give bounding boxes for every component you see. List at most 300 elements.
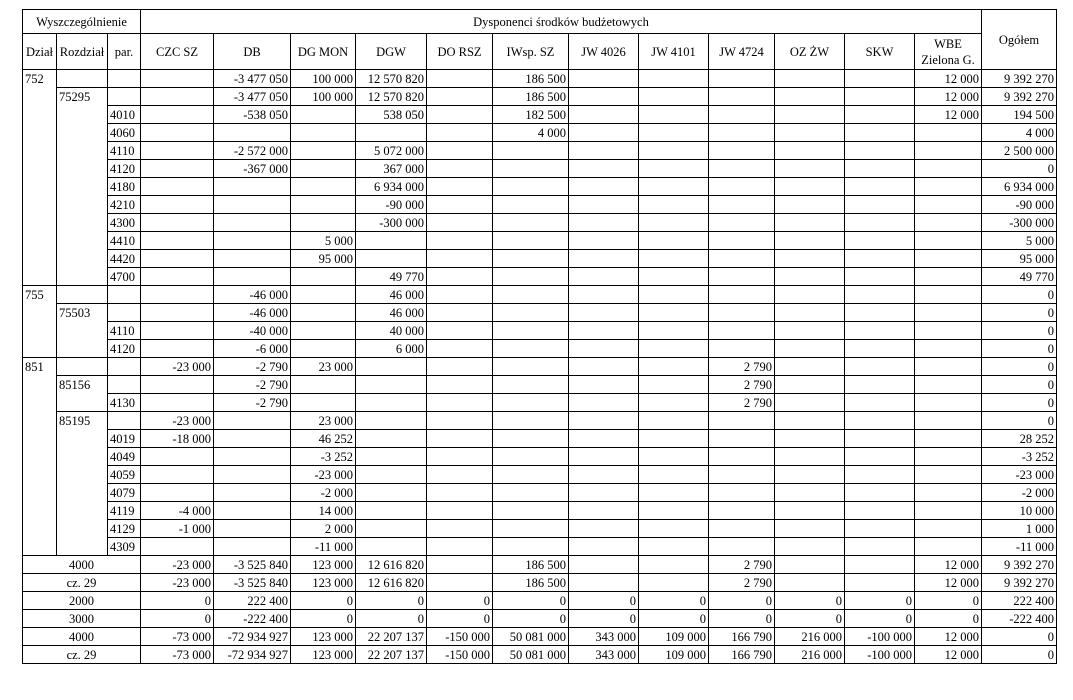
cell-value xyxy=(569,502,639,520)
cell-value xyxy=(356,232,427,250)
cell-rozdzial xyxy=(57,286,108,304)
table-row xyxy=(23,232,1057,250)
cell-value xyxy=(845,250,915,268)
cell-value xyxy=(141,88,214,106)
summary-value: 12 616 820 xyxy=(356,556,427,574)
cell-par: 4120 xyxy=(108,340,141,358)
summary-value: 2 790 xyxy=(709,574,775,592)
summary-value: 50 081 000 xyxy=(493,628,569,646)
cell-value: -2 790 xyxy=(214,376,291,394)
cell-value: 0 xyxy=(982,160,1057,178)
cell-rozdzial xyxy=(57,358,108,376)
cell-value xyxy=(569,520,639,538)
cell-rozdzial: 85195 xyxy=(57,412,108,430)
col-dgw: DGW xyxy=(356,34,427,70)
cell-value: 0 xyxy=(982,358,1057,376)
table-row xyxy=(23,520,1057,538)
col-db: DB xyxy=(214,34,291,70)
cell-value xyxy=(569,394,639,412)
cell-par: 4180 xyxy=(108,178,141,196)
table-row xyxy=(23,340,1057,358)
table-row xyxy=(23,430,1057,448)
summary-value: 0 xyxy=(639,592,709,610)
cell-dzial xyxy=(23,214,57,232)
table-row xyxy=(23,394,1057,412)
cell-value xyxy=(569,196,639,214)
cell-value xyxy=(493,340,569,358)
cell-value: 194 500 xyxy=(982,106,1057,124)
cell-value xyxy=(915,322,982,340)
summary-value: -23 000 xyxy=(141,556,214,574)
cell-value: -11 000 xyxy=(291,538,356,556)
col-wbe-line2: Zielona G. xyxy=(921,52,975,67)
cell-value xyxy=(709,466,775,484)
table-row xyxy=(23,502,1057,520)
cell-value xyxy=(214,484,291,502)
cell-value xyxy=(569,322,639,340)
cell-value xyxy=(141,394,214,412)
cell-value xyxy=(291,196,356,214)
summary-label: 3000 xyxy=(23,610,141,628)
cell-value xyxy=(427,502,493,520)
summary-value: 343 000 xyxy=(569,628,639,646)
cell-value: 4 000 xyxy=(493,124,569,142)
summary-value: 9 392 270 xyxy=(982,574,1057,592)
table-row xyxy=(23,250,1057,268)
cell-value: 49 770 xyxy=(356,268,427,286)
cell-value xyxy=(427,322,493,340)
summary-value: 0 xyxy=(493,610,569,628)
cell-dzial xyxy=(23,196,57,214)
cell-value xyxy=(569,268,639,286)
cell-value xyxy=(141,466,214,484)
cell-value xyxy=(709,340,775,358)
cell-value xyxy=(214,178,291,196)
cell-value xyxy=(639,214,709,232)
cell-value xyxy=(915,358,982,376)
cell-value: 12 570 820 xyxy=(356,70,427,88)
cell-value: -3 477 050 xyxy=(214,88,291,106)
cell-value xyxy=(569,214,639,232)
cell-value xyxy=(291,268,356,286)
cell-value xyxy=(493,268,569,286)
col-oz-zw: OZ ŻW xyxy=(775,34,845,70)
cell-rozdzial xyxy=(57,160,108,178)
cell-value: -300 000 xyxy=(356,214,427,232)
cell-par: 4210 xyxy=(108,196,141,214)
summary-value: 0 xyxy=(569,610,639,628)
cell-value xyxy=(775,232,845,250)
summary-value: 22 207 137 xyxy=(356,628,427,646)
cell-value xyxy=(915,340,982,358)
summary-value: 186 500 xyxy=(493,574,569,592)
cell-value xyxy=(709,88,775,106)
cell-value xyxy=(845,340,915,358)
cell-value xyxy=(569,106,639,124)
cell-value xyxy=(915,232,982,250)
cell-par xyxy=(108,304,141,322)
cell-value xyxy=(493,412,569,430)
cell-value xyxy=(915,124,982,142)
cell-value xyxy=(427,250,493,268)
disp-header: Dysponenci środków budżetowych xyxy=(141,10,982,34)
summary-value: 186 500 xyxy=(493,556,569,574)
table-row xyxy=(23,466,1057,484)
summary-value: 166 790 xyxy=(709,628,775,646)
cell-par: 4309 xyxy=(108,538,141,556)
cell-value xyxy=(214,412,291,430)
cell-value: 10 000 xyxy=(982,502,1057,520)
cell-value xyxy=(569,304,639,322)
col-par: par. xyxy=(108,34,141,70)
cell-dzial xyxy=(23,538,57,556)
cell-value xyxy=(845,448,915,466)
summary-label: 2000 xyxy=(23,592,141,610)
table-row xyxy=(23,88,1057,106)
summary-value: -72 934 927 xyxy=(214,628,291,646)
cell-rozdzial xyxy=(57,394,108,412)
cell-value xyxy=(141,484,214,502)
cell-value xyxy=(915,142,982,160)
summary-value: 12 000 xyxy=(915,556,982,574)
summary-value: 166 790 xyxy=(709,646,775,664)
summary-row xyxy=(23,556,1057,574)
cell-value xyxy=(493,376,569,394)
cell-value xyxy=(845,160,915,178)
cell-value: -367 000 xyxy=(214,160,291,178)
summary-value: 12 000 xyxy=(915,646,982,664)
cell-value xyxy=(709,196,775,214)
cell-value xyxy=(639,538,709,556)
cell-dzial xyxy=(23,484,57,502)
cell-value xyxy=(845,484,915,502)
cell-value xyxy=(639,340,709,358)
cell-rozdzial xyxy=(57,142,108,160)
cell-value: 23 000 xyxy=(291,358,356,376)
cell-value xyxy=(709,124,775,142)
cell-value xyxy=(845,70,915,88)
cell-value xyxy=(775,340,845,358)
col-czc-sz: CZC SZ xyxy=(141,34,214,70)
summary-value: -222 400 xyxy=(982,610,1057,628)
summary-value: 216 000 xyxy=(775,628,845,646)
cell-value xyxy=(915,214,982,232)
cell-value xyxy=(639,484,709,502)
cell-dzial: 752 xyxy=(23,70,57,88)
cell-value xyxy=(493,448,569,466)
cell-value xyxy=(915,412,982,430)
summary-value: 0 xyxy=(141,610,214,628)
cell-value: 49 770 xyxy=(982,268,1057,286)
cell-par xyxy=(108,70,141,88)
cell-par: 4300 xyxy=(108,214,141,232)
cell-value: -46 000 xyxy=(214,304,291,322)
summary-value: -3 525 840 xyxy=(214,574,291,592)
cell-value xyxy=(775,286,845,304)
cell-value xyxy=(493,394,569,412)
cell-par xyxy=(108,376,141,394)
cell-value: 0 xyxy=(982,412,1057,430)
summary-label: cz. 29 xyxy=(23,646,141,664)
cell-value xyxy=(775,412,845,430)
cell-value xyxy=(845,538,915,556)
cell-value xyxy=(141,322,214,340)
cell-value xyxy=(915,268,982,286)
cell-value xyxy=(915,286,982,304)
cell-value: 0 xyxy=(982,376,1057,394)
cell-value xyxy=(291,178,356,196)
cell-dzial xyxy=(23,232,57,250)
cell-value xyxy=(356,520,427,538)
cell-value xyxy=(775,70,845,88)
cell-value xyxy=(915,196,982,214)
summary-value xyxy=(639,574,709,592)
table-row xyxy=(23,106,1057,124)
cell-value xyxy=(427,340,493,358)
cell-par: 4420 xyxy=(108,250,141,268)
cell-value: -4 000 xyxy=(141,502,214,520)
cell-value: 6 000 xyxy=(356,340,427,358)
cell-value xyxy=(141,376,214,394)
summary-value xyxy=(845,556,915,574)
cell-dzial: 851 xyxy=(23,358,57,376)
cell-value xyxy=(214,448,291,466)
cell-rozdzial xyxy=(57,322,108,340)
summary-value xyxy=(569,556,639,574)
cell-value xyxy=(845,88,915,106)
cell-value xyxy=(141,106,214,124)
cell-value xyxy=(639,376,709,394)
cell-rozdzial xyxy=(57,484,108,502)
summary-value: 50 081 000 xyxy=(493,646,569,664)
summary-value: -100 000 xyxy=(845,628,915,646)
cell-value: 9 392 270 xyxy=(982,88,1057,106)
cell-value xyxy=(141,250,214,268)
cell-value xyxy=(356,466,427,484)
cell-value: -23 000 xyxy=(982,466,1057,484)
cell-rozdzial xyxy=(57,214,108,232)
summary-value: 9 392 270 xyxy=(982,556,1057,574)
summary-value: 222 400 xyxy=(214,592,291,610)
cell-value: -90 000 xyxy=(982,196,1057,214)
cell-value: 100 000 xyxy=(291,70,356,88)
cell-value xyxy=(775,178,845,196)
cell-value xyxy=(427,304,493,322)
cell-value xyxy=(493,484,569,502)
cell-value xyxy=(639,394,709,412)
cell-value xyxy=(775,394,845,412)
cell-value xyxy=(639,250,709,268)
cell-value: 5 000 xyxy=(291,232,356,250)
summary-value: 0 xyxy=(709,592,775,610)
cell-value xyxy=(709,232,775,250)
cell-value xyxy=(709,142,775,160)
cell-value: 6 934 000 xyxy=(356,178,427,196)
summary-value: -150 000 xyxy=(427,628,493,646)
cell-value xyxy=(845,394,915,412)
cell-value xyxy=(356,538,427,556)
summary-value: 0 xyxy=(845,592,915,610)
summary-value: 0 xyxy=(141,592,214,610)
cell-value: -2 790 xyxy=(214,358,291,376)
cell-rozdzial xyxy=(57,430,108,448)
cell-par: 4010 xyxy=(108,106,141,124)
summary-value: 216 000 xyxy=(775,646,845,664)
col-dzial: Dział xyxy=(23,34,57,70)
summary-value: 12 000 xyxy=(915,574,982,592)
cell-dzial xyxy=(23,376,57,394)
summary-value: 0 xyxy=(427,610,493,628)
summary-value: 222 400 xyxy=(982,592,1057,610)
cell-value xyxy=(493,286,569,304)
cell-value xyxy=(141,538,214,556)
cell-par: 4700 xyxy=(108,268,141,286)
cell-value xyxy=(291,106,356,124)
cell-value xyxy=(291,214,356,232)
cell-rozdzial xyxy=(57,448,108,466)
cell-rozdzial xyxy=(57,268,108,286)
cell-rozdzial: 75503 xyxy=(57,304,108,322)
cell-value xyxy=(141,286,214,304)
cell-value xyxy=(639,448,709,466)
cell-dzial xyxy=(23,250,57,268)
cell-value: -2 790 xyxy=(214,394,291,412)
col-skw: SKW xyxy=(845,34,915,70)
budget-table xyxy=(22,9,1057,664)
cell-value xyxy=(775,124,845,142)
cell-value xyxy=(709,106,775,124)
cell-value xyxy=(709,268,775,286)
cell-dzial xyxy=(23,304,57,322)
cell-value xyxy=(356,412,427,430)
cell-value xyxy=(569,358,639,376)
cell-value: -300 000 xyxy=(982,214,1057,232)
summary-row xyxy=(23,646,1057,664)
summary-value: 0 xyxy=(775,592,845,610)
summary-value: 0 xyxy=(845,610,915,628)
cell-value xyxy=(493,466,569,484)
summary-value: 123 000 xyxy=(291,574,356,592)
cell-value: 23 000 xyxy=(291,412,356,430)
cell-value xyxy=(709,448,775,466)
cell-value xyxy=(356,430,427,448)
cell-value xyxy=(569,340,639,358)
cell-value: 6 934 000 xyxy=(982,178,1057,196)
cell-value: 0 xyxy=(982,322,1057,340)
cell-value xyxy=(569,430,639,448)
cell-value xyxy=(709,160,775,178)
cell-value: 186 500 xyxy=(493,88,569,106)
cell-value: 14 000 xyxy=(291,502,356,520)
summary-label: 4000 xyxy=(23,628,141,646)
cell-dzial: 755 xyxy=(23,286,57,304)
cell-dzial xyxy=(23,178,57,196)
cell-value xyxy=(845,232,915,250)
cell-value xyxy=(775,196,845,214)
summary-value: 0 xyxy=(709,610,775,628)
cell-value xyxy=(915,430,982,448)
cell-value xyxy=(356,448,427,466)
table-row xyxy=(23,214,1057,232)
cell-value xyxy=(141,124,214,142)
cell-rozdzial xyxy=(57,250,108,268)
cell-par xyxy=(108,88,141,106)
cell-value: 2 790 xyxy=(709,376,775,394)
cell-par: 4129 xyxy=(108,520,141,538)
cell-value xyxy=(141,340,214,358)
cell-value xyxy=(709,250,775,268)
table-row xyxy=(23,160,1057,178)
cell-value xyxy=(709,412,775,430)
cell-value: 46 000 xyxy=(356,286,427,304)
cell-value xyxy=(427,538,493,556)
table-body xyxy=(23,70,1057,664)
cell-dzial xyxy=(23,448,57,466)
cell-value: 100 000 xyxy=(291,88,356,106)
cell-value xyxy=(493,232,569,250)
cell-value xyxy=(291,394,356,412)
cell-value xyxy=(493,520,569,538)
cell-value xyxy=(427,268,493,286)
cell-value xyxy=(845,412,915,430)
cell-value xyxy=(709,520,775,538)
summary-value: 109 000 xyxy=(639,628,709,646)
col-iwsp-sz: IWsp. SZ xyxy=(493,34,569,70)
cell-value: -23 000 xyxy=(141,358,214,376)
cell-value xyxy=(845,286,915,304)
cell-par: 4049 xyxy=(108,448,141,466)
cell-value xyxy=(427,376,493,394)
cell-value xyxy=(141,214,214,232)
cell-value xyxy=(427,466,493,484)
cell-value xyxy=(775,538,845,556)
cell-value xyxy=(291,142,356,160)
cell-value xyxy=(639,412,709,430)
cell-value xyxy=(845,430,915,448)
cell-value: 46 252 xyxy=(291,430,356,448)
summary-value xyxy=(775,574,845,592)
cell-value xyxy=(639,124,709,142)
cell-value xyxy=(291,304,356,322)
cell-value xyxy=(493,322,569,340)
cell-value xyxy=(775,502,845,520)
summary-value: 0 xyxy=(356,592,427,610)
cell-value xyxy=(709,502,775,520)
cell-value xyxy=(639,304,709,322)
cell-dzial xyxy=(23,160,57,178)
table-row xyxy=(23,412,1057,430)
summary-value: -73 000 xyxy=(141,646,214,664)
cell-rozdzial xyxy=(57,502,108,520)
cell-value xyxy=(915,466,982,484)
summary-value: -73 000 xyxy=(141,628,214,646)
table-row xyxy=(23,70,1057,88)
cell-value xyxy=(775,268,845,286)
summary-value: 0 xyxy=(427,592,493,610)
cell-dzial xyxy=(23,502,57,520)
summary-label: 4000 xyxy=(23,556,141,574)
cell-value xyxy=(709,178,775,196)
cell-value xyxy=(639,160,709,178)
cell-par: 4110 xyxy=(108,142,141,160)
cell-value xyxy=(569,250,639,268)
cell-value xyxy=(845,124,915,142)
cell-value xyxy=(427,178,493,196)
cell-value xyxy=(356,358,427,376)
cell-value: 4 000 xyxy=(982,124,1057,142)
cell-par: 4059 xyxy=(108,466,141,484)
cell-value: 1 000 xyxy=(982,520,1057,538)
